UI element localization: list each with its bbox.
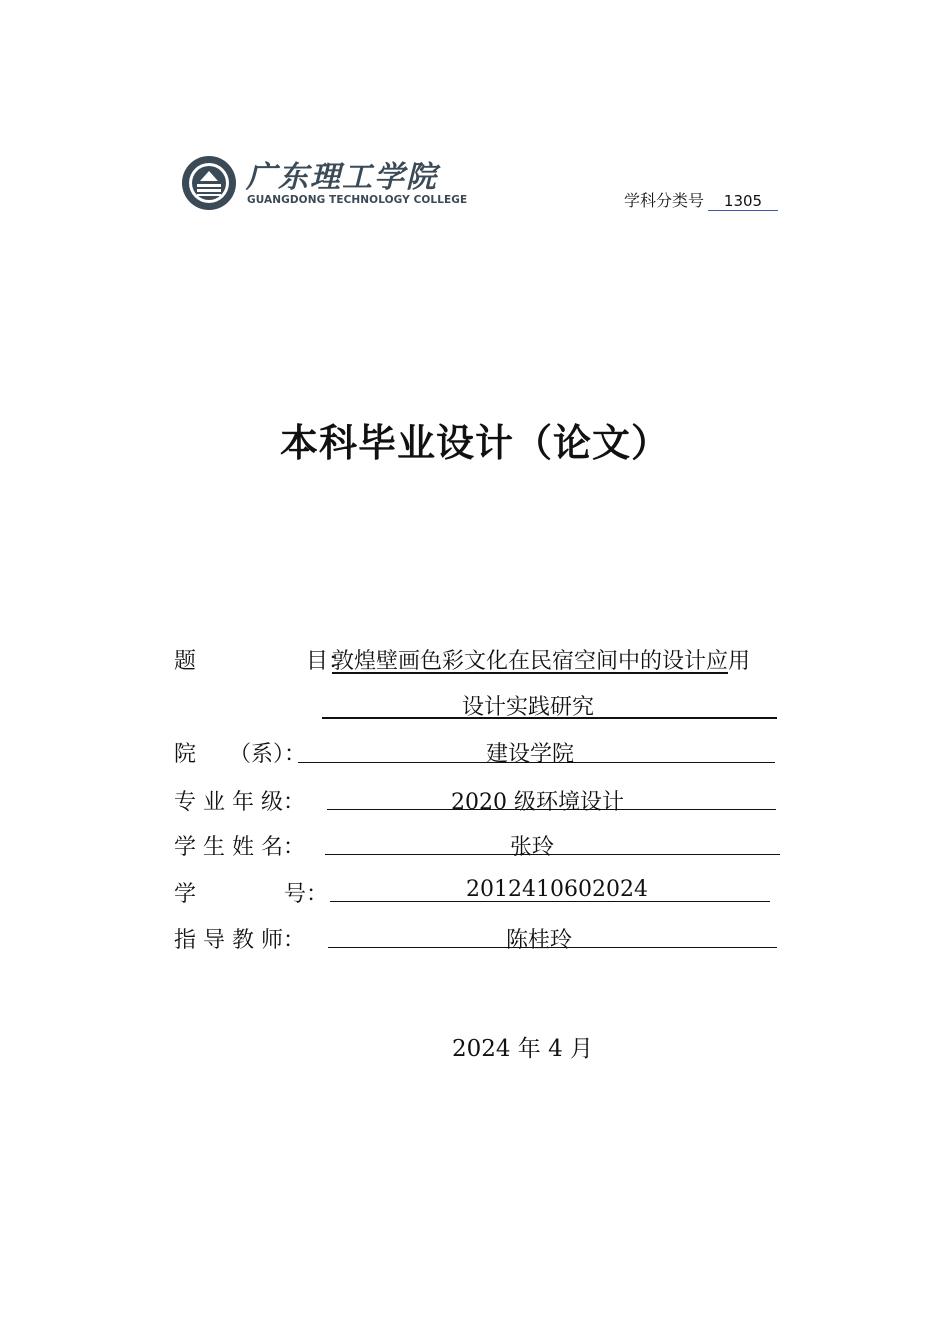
subject-classification-label: 学科分类号 [624, 191, 705, 210]
topic-line-1 [332, 644, 750, 675]
student-id-label: 学 号： [174, 882, 329, 907]
topic-line-2: 设计实践研究 [462, 695, 595, 720]
document-title: 本科毕业设计（论文） [279, 421, 670, 465]
college-logo [180, 152, 468, 214]
topic-line-1-tail: 用 [728, 649, 751, 674]
topic-line-1-underlined: 敦煌壁画色彩文化在民宿空间中的设计应 [332, 649, 729, 674]
department-value: 建设学院 [486, 742, 575, 767]
student-id-value: 2012410602024 [466, 877, 648, 902]
college-seal-icon [180, 154, 238, 212]
major-grade-label: 专 业 年 级： [174, 790, 305, 815]
advisor-label: 指 导 教 师： [174, 928, 305, 953]
topic-label: 题 目： [174, 649, 351, 674]
student-name-value: 张玲 [510, 835, 555, 860]
department-label: 院 （系）： [174, 742, 307, 767]
advisor-value: 陈桂玲 [506, 928, 573, 953]
major-grade-value: 2020 级环境设计 [451, 790, 624, 815]
subject-classification [624, 188, 778, 211]
student-name-label: 学 生 姓 名： [174, 835, 305, 860]
logo-college-name-en: GUANGDONG TECHNOLOGY COLLEGE [247, 194, 468, 206]
submission-date: 2024 年 4 月 [451, 1036, 594, 1062]
subject-classification-code: 1305 [708, 192, 778, 211]
logo-college-name-cn: 广东理工学院 [246, 160, 438, 195]
